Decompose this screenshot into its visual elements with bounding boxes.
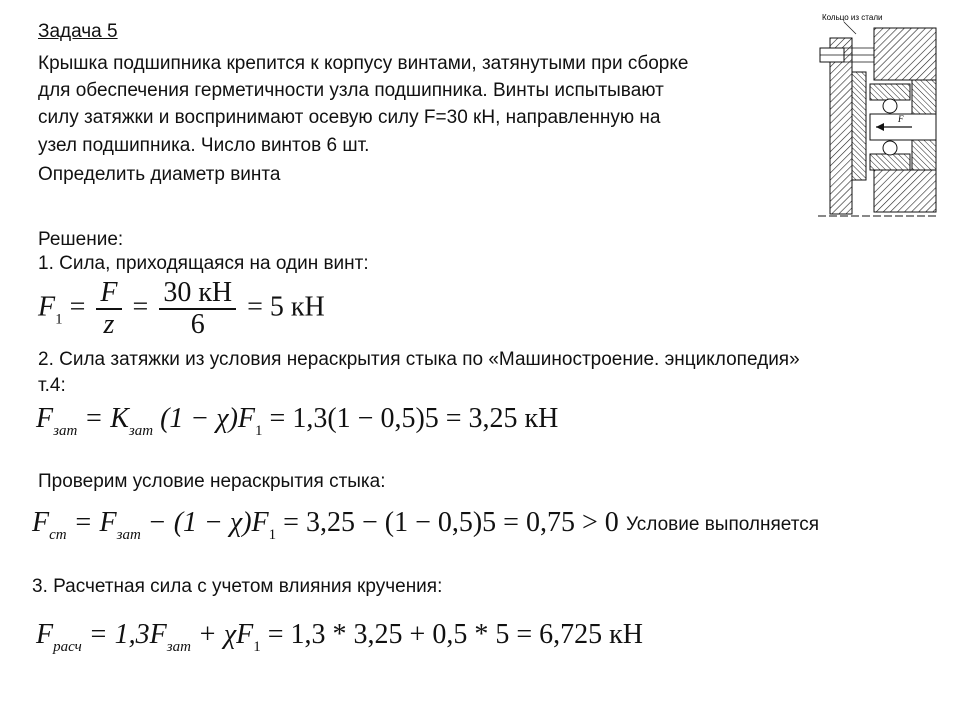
step1-lhs: F xyxy=(38,291,56,323)
check-sub-b: зат xyxy=(116,527,141,543)
step1-fraction-1 xyxy=(96,278,121,340)
solution-heading: Решение: xyxy=(38,229,124,250)
check-formula xyxy=(32,506,619,552)
bearing-assembly-drawing xyxy=(816,10,938,222)
check-part-c: − (1 − χ)F xyxy=(147,507,269,538)
check-part-d: = 3,25 − (1 − 0,5)5 = 0,75 > 0 xyxy=(283,507,619,538)
check-sub-c: 1 xyxy=(268,527,277,543)
step1-numerator: F xyxy=(96,278,121,310)
bearing-cover-figure xyxy=(816,10,938,222)
step3-sub-a: расч xyxy=(53,639,82,655)
step2-sub-c: 1 xyxy=(255,423,263,439)
step1-denominator-2: 6 xyxy=(190,309,205,340)
step2-sub-b: зат xyxy=(128,423,154,439)
step3-label: 3. Расчетная сила с учетом влияния кручения: xyxy=(32,576,443,597)
step2-part-b: = K xyxy=(84,403,129,434)
force-label: F xyxy=(898,114,904,124)
step1-lhs-sub: 1 xyxy=(55,311,63,328)
task-title: Задача 5 xyxy=(38,21,118,42)
check-part-b: = F xyxy=(73,507,117,538)
step2-label-line1: 2. Сила затяжки из условия нераскрытия стыка по «Машиностроение. энциклопедия» xyxy=(38,349,800,370)
step2-part-c: (1 − χ)F xyxy=(160,403,256,434)
condition-satisfied-note: Условие выполняется xyxy=(626,514,819,535)
step1-fraction-2 xyxy=(159,278,236,340)
step3-formula xyxy=(36,618,643,664)
step2-part-a: F xyxy=(36,403,54,434)
step3-part-b: = 1,3F xyxy=(88,619,167,650)
task-line-3: силу затяжки и воспринимают осевую силу F=30 кН, направленную на xyxy=(38,107,661,128)
task-line-2: для обеспечения герметичности узла подшипника. Винты испытывают xyxy=(38,80,664,101)
task-line-4: узел подшипника. Число винтов 6 шт. xyxy=(38,135,370,156)
figure-caption: Кольцо из стали xyxy=(822,13,883,22)
step3-part-a: F xyxy=(36,619,54,650)
check-label: Проверим условие нераскрытия стыка: xyxy=(38,471,386,492)
step2-sub-a: зат xyxy=(53,423,78,439)
check-sub-a: ст xyxy=(49,527,67,543)
step3-part-d: = 1,3 * 3,25 + 0,5 * 5 = 6,725 кН xyxy=(267,619,643,650)
check-part-a: F xyxy=(32,507,50,538)
step2-label-line2: т.4: xyxy=(38,375,66,396)
step1-denominator: z xyxy=(103,309,115,340)
step3-part-c: + χF xyxy=(197,619,254,650)
task-line-1: Крышка подшипника крепится к корпусу винтами, затянутыми при сборке xyxy=(38,53,689,74)
step3-sub-b: зат xyxy=(166,639,191,655)
step1-formula: $F_1$ = $\frac{F}{z}$ = $\frac{30 кН}{6}$ = 5 кН xyxy=(38,277,325,340)
step1-label: 1. Сила, приходящаяся на один винт: xyxy=(38,253,369,274)
step1-result: = 5 кН xyxy=(247,291,325,323)
step1-numerator-2: 30 кН xyxy=(159,278,236,310)
step2-part-d: = 1,3(1 − 0,5)5 = 3,25 кН xyxy=(269,403,559,434)
step2-formula xyxy=(36,402,558,448)
task-line-5: Определить диаметр винта xyxy=(38,164,281,185)
step3-sub-c: 1 xyxy=(253,639,261,655)
